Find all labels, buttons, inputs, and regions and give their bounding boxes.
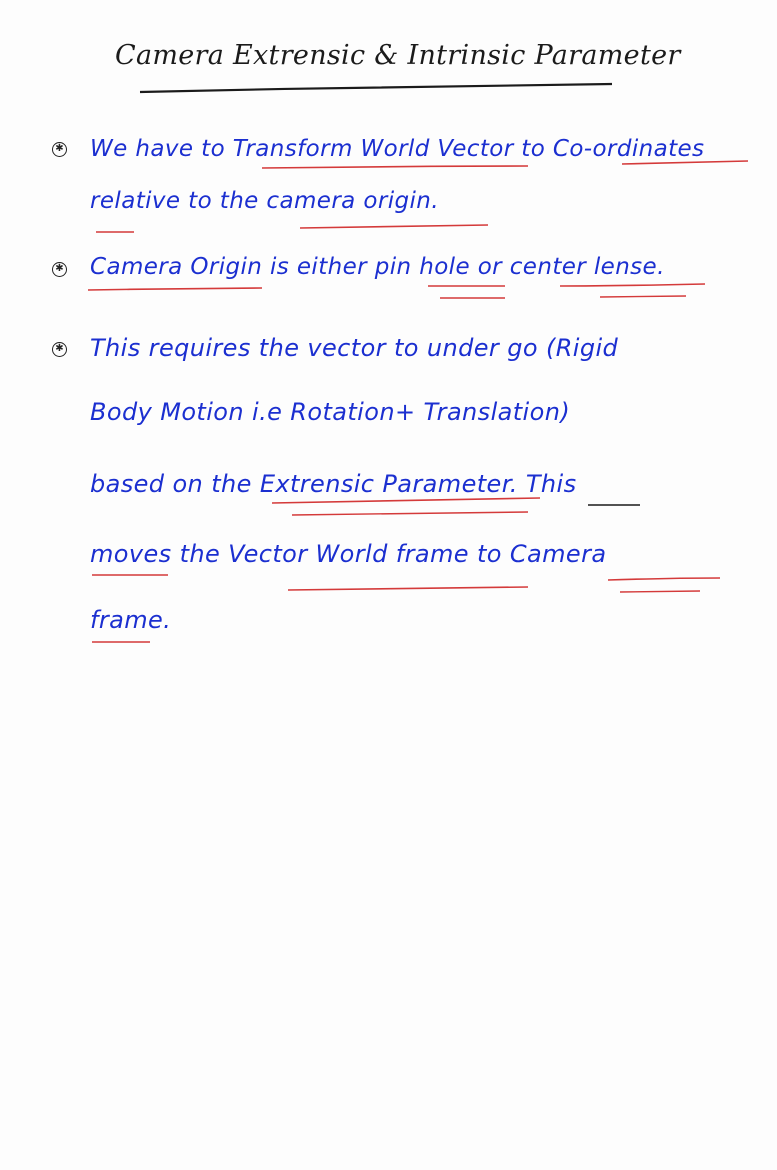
- underline-center-lense: [560, 284, 705, 286]
- underline-extrensic-parameter: [272, 498, 540, 503]
- page-title: Camera Extrensic & Intrinsic Parameter: [115, 40, 681, 71]
- point-2-line-1: Camera Origin is either pin hole or center lense.: [90, 254, 665, 280]
- point-1-line-1: We have to Transform World Vector to Co-ordinates: [90, 136, 705, 162]
- point-3-line-3: based on the Extrensic Parameter. This: [90, 470, 577, 498]
- bullet-star-icon: ✱: [52, 262, 67, 277]
- bullet-star-icon: ✱: [52, 142, 67, 157]
- bullet-star-icon: ✱: [52, 342, 67, 357]
- underline-extrensic-parameter-2: [292, 512, 528, 515]
- underline-transform-world-vector: [262, 166, 528, 168]
- point-3-line-2: Body Motion i.e Rotation+ Translation): [90, 398, 571, 426]
- underline-camera-frame: [608, 578, 720, 580]
- point-3-line-5: frame.: [90, 606, 172, 634]
- underline-camera-origin-2: [88, 288, 262, 290]
- point-3-line-4: moves the Vector World frame to Camera: [90, 540, 607, 568]
- point-1-line-2: relative to the camera origin.: [90, 188, 439, 214]
- underline-camera-frame-2: [620, 591, 700, 592]
- underline-camera-origin: [300, 225, 488, 228]
- underline-world-frame: [288, 587, 528, 590]
- point-3-line-1: This requires the vector to under go (Rigid: [90, 334, 619, 362]
- title-underline: [140, 84, 612, 92]
- underline-center-lense-2: [600, 296, 686, 297]
